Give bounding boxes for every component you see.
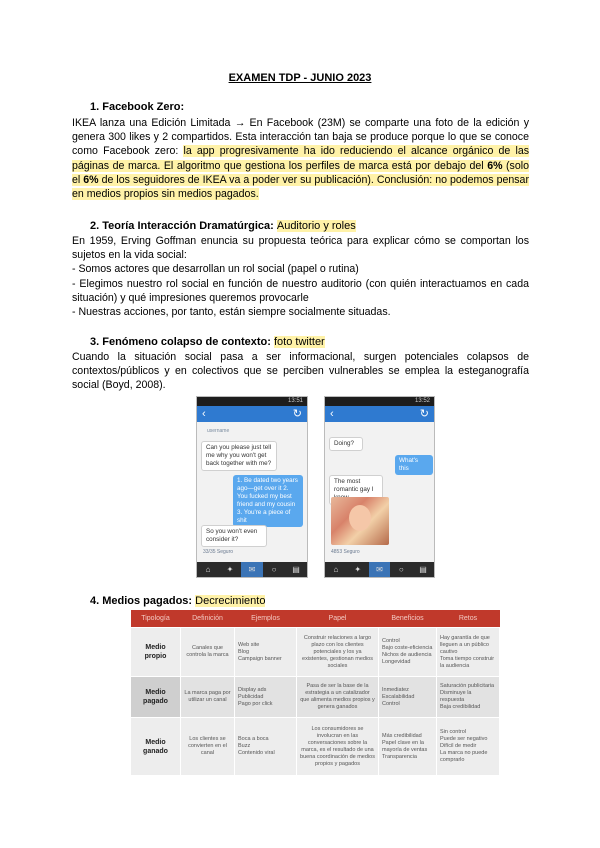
face-shape: [349, 505, 371, 531]
table-cell: Inmediatez Escalabilidad Control: [379, 677, 437, 718]
message-bubble: Doing?: [329, 437, 363, 451]
table-row: [131, 677, 500, 718]
table-cell: Los clientes se convierten en el canal: [181, 718, 235, 776]
section-3-heading: [90, 336, 325, 348]
search-icon: ○: [271, 565, 277, 574]
menu-icon: ▤: [292, 565, 300, 574]
phone-tab-bar: [197, 562, 307, 577]
section-2-tag: Auditorio y roles: [276, 220, 356, 232]
section-2-line: - Nuestras acciones, por tanto, están siempre socialmente situadas.: [72, 306, 391, 319]
search-icon: ○: [398, 565, 404, 574]
table-cell: Los consumidores se involucran en las conversaciones sobre la marca, es el resultado de una buena coordinación de medios propios y pagados: [297, 718, 379, 776]
home-icon: ⌂: [205, 565, 211, 574]
row-header: Medio ganado: [131, 718, 181, 776]
section-3-heading-text: 3. Fenómeno colapso de contexto:: [90, 336, 274, 348]
messages-icon: ✉: [369, 562, 391, 577]
table-cell: Boca a boca Buzz Contenido viral: [235, 718, 297, 776]
section-3-paragraph: Cuando la situación social pasa a ser informacional, surgen potenciales colapsos de contextos/públicos y en colectivos que se perciben vulnerables se emplea la esteganografía social (Boyd, 2008).: [72, 351, 529, 392]
back-icon: ‹: [330, 408, 334, 420]
phone-screenshot-1: [196, 396, 308, 578]
refresh-icon: ↻: [419, 408, 429, 420]
page-title: EXAMEN TDP - JUNIO 2023: [228, 72, 372, 84]
section-1-highlight-2: (solo el: [72, 159, 529, 186]
table-header-row: [131, 610, 500, 628]
phone-app-bar: [197, 406, 307, 422]
table-header: Tipología: [131, 610, 181, 628]
message-bubble: 1. Be dated two years ago—get over it 2. You fucked my best friend and my cousin 3. You're a piece of shit: [233, 475, 303, 527]
table-cell: La marca paga por utilizar un canal: [181, 677, 235, 718]
table-row: [131, 628, 500, 677]
section-4-heading: [90, 595, 265, 607]
message-bubble: The most romantic gay I: [329, 475, 383, 505]
phone-username: username: [207, 428, 230, 434]
back-icon: ‹: [202, 408, 206, 420]
section-1-paragraph: [72, 116, 529, 201]
section-2-heading: [90, 220, 356, 232]
section-3-tag: foto twitter: [273, 336, 325, 348]
section-2-heading-text: 2. Teoría Interacción Dramatúrgica:: [90, 220, 277, 232]
table-cell: Hay garantía de que lleguen a un público cautivo Toma tiempo construir la audiencia: [437, 628, 500, 677]
refresh-icon: ↻: [292, 408, 302, 420]
section-4-tag: Decrecimiento: [195, 595, 266, 607]
table-cell: Web site Blog Campaign banner: [235, 628, 297, 677]
phone-screenshot-2: [324, 396, 435, 578]
table-header: Papel: [297, 610, 379, 628]
table-cell: Control Bajo coste-eficiencia Nichos de audiencia Longevidad: [379, 628, 437, 677]
section-1-highlight-bold: 6%: [487, 159, 503, 172]
table-header: Definición: [181, 610, 235, 628]
media-types-table: [130, 610, 500, 776]
table-cell: Saturación publicitaria Disminuye la respuesta Baja credibilidad: [437, 677, 500, 718]
section-2-line: En 1959, Erving Goffman enuncia su propuesta teórica para explicar cómo se comportan los sujetos en la vida social:: [72, 235, 529, 262]
section-2-paragraph: [72, 234, 529, 319]
row-header: Medio pagado: [131, 677, 181, 718]
discover-icon: ✦: [354, 565, 362, 574]
phone-tab-bar: [325, 562, 434, 577]
section-2-line: - Somos actores que desarrollan un rol social (papel o rutina): [72, 263, 359, 276]
section-1-highlight-bold-2: 6%: [83, 173, 99, 186]
phone-time: 13:52: [414, 398, 430, 404]
phone-time: 13:51: [287, 398, 303, 404]
table-cell: Canales que controla la marca: [181, 628, 235, 677]
message-bubble: Can you please just tell me why you won't get back together with me?: [201, 441, 277, 471]
section-1-text: IKEA lanza una Edición Limitada → En Facebook (23M) se comparte una foto de la edición y genera 300 likes y 2 compartidos. Esta interacción tan baja se produce porque lo que se conoce como Facebook zero:: [72, 117, 529, 158]
menu-icon: ▤: [419, 565, 427, 574]
discover-icon: ✦: [226, 565, 234, 574]
phone-meta: 4853 Seguro: [331, 549, 360, 555]
table-header: Retos: [437, 610, 500, 628]
section-2-line: - Elegimos nuestro rol social en función de nuestro auditorio (con quién interactuamos en cada situación) y qué impresiones queremos provocarle: [72, 277, 529, 304]
table-cell: Construir relaciones a largo plazo con los clientes potenciales y los ya existentes, gestionan medios sociales: [297, 628, 379, 677]
message-bubble: So you won't even consider it?: [201, 525, 267, 547]
phone-status-bar: [197, 397, 307, 406]
section-1-highlight: la app progresivamente ha ido reduciendo el alcance orgánico de las páginas de marca. El algoritmo que gestiona los perfiles de marca está por debajo del: [72, 145, 530, 172]
phone-meta: 33/35 Seguro: [203, 549, 234, 555]
table-row: [131, 718, 500, 776]
row-header: Medio propio: [131, 628, 181, 677]
home-icon: ⌂: [333, 565, 339, 574]
section-1-highlight-3: de los seguidores de IKEA va a poder ver su publicación). Conclusión: no podemos pensar en medios propios sin medios pagados.: [72, 173, 529, 201]
table-header: Ejemplos: [235, 610, 297, 628]
gif-image: [331, 497, 389, 545]
phone-status-bar: [325, 397, 434, 406]
table-header: Beneficios: [379, 610, 437, 628]
message-bubble: What's this: [395, 455, 433, 475]
table-cell: Display ads Publicidad Pago por click: [235, 677, 297, 718]
section-1-heading: 1. Facebook Zero:: [90, 101, 185, 113]
messages-icon: ✉: [241, 562, 263, 577]
table-cell: Pasa de ser la base de la estrategia a un catalizador que alimenta medios propios y genera ganados: [297, 677, 379, 718]
table-cell: Sin control Puede ser negativo Difícil de medir La marca no puede comprarlo: [437, 718, 500, 776]
section-4-heading-text: 4. Medios pagados:: [90, 595, 196, 607]
phone-app-bar: [325, 406, 434, 422]
table-cell: Más credibilidad Papel clave en la mayoría de ventas Transparencia: [379, 718, 437, 776]
